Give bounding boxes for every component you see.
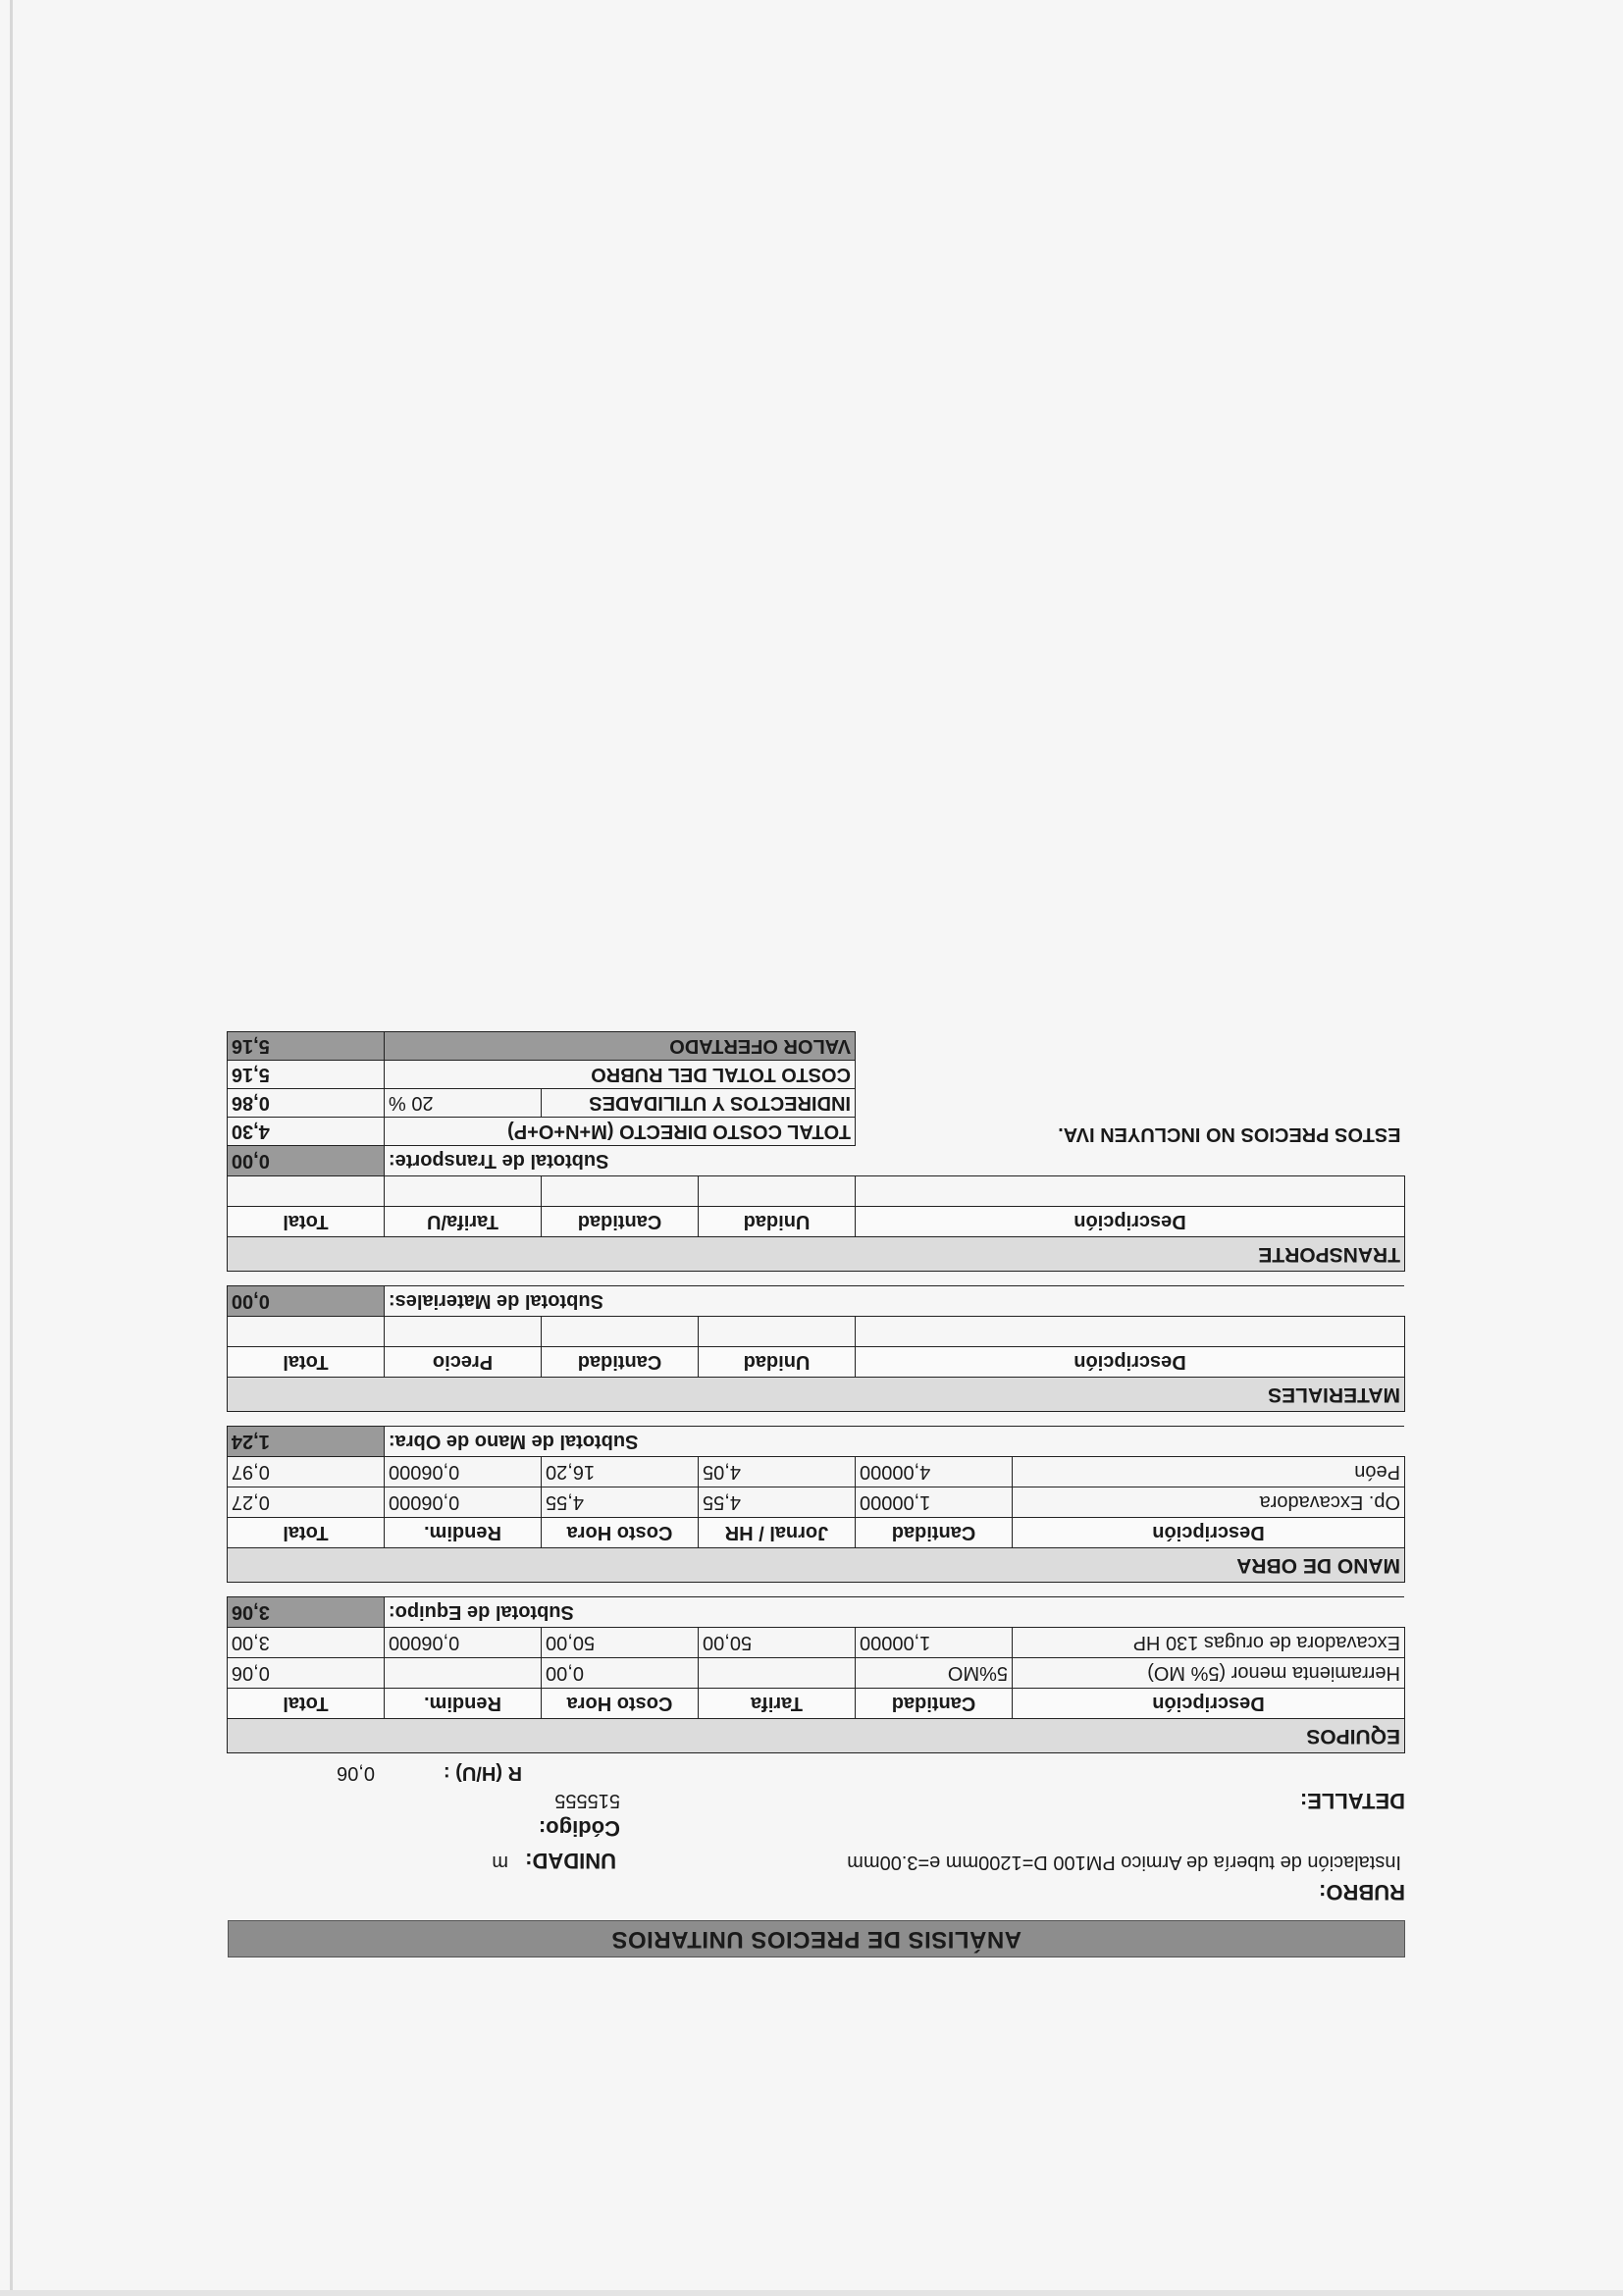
table-row [227, 1457, 1404, 1487]
col-header: Precio [385, 1347, 542, 1378]
indirectos-pct: 20 % [385, 1089, 542, 1118]
cell: 1,00000 [856, 1487, 1013, 1518]
col-header: Jornal / HR [699, 1518, 856, 1548]
equipos-section-header [227, 1719, 1404, 1753]
page-bottom-edge [0, 2290, 1623, 2296]
detalle-label: DETALLE: [1299, 1789, 1405, 1813]
col-header: Total [227, 1207, 384, 1237]
price-analysis-sheet [228, 819, 1405, 1957]
analysis-table [227, 1031, 1405, 1753]
cell: 0,06000 [385, 1628, 542, 1658]
costo-total-value: 5,16 [227, 1061, 384, 1089]
col-header: Rendim. [385, 1689, 542, 1719]
unidad-value: m [492, 1852, 508, 1873]
col-header: Costo Hora [542, 1689, 699, 1719]
col-header: Total [227, 1689, 384, 1719]
mano-obra-section-header [227, 1548, 1404, 1583]
cell: Peón [1013, 1457, 1405, 1487]
col-header: Descripción [1013, 1689, 1405, 1719]
rendimiento-value: 0,06 [337, 1762, 375, 1785]
cell: 0,06000 [385, 1457, 542, 1487]
transporte-subtotal-row [227, 1146, 1404, 1176]
codigo-label: Código: [538, 1816, 620, 1841]
col-header: Descripción [856, 1207, 1405, 1237]
materiales-section-header [227, 1378, 1404, 1412]
indirectos-label: INDIRECTOS Y UTILIDADES [542, 1089, 856, 1118]
table-row [227, 1317, 1404, 1347]
valor-ofertado-value: 5,16 [227, 1032, 384, 1061]
col-header: Cantidad [856, 1689, 1013, 1719]
cell: 4,55 [542, 1487, 699, 1518]
mano-obra-subtotal-label: Subtotal de Mano de Obra: [389, 1431, 639, 1453]
table-row [227, 1628, 1404, 1658]
codigo-row [228, 1814, 1405, 1842]
cell: 0,97 [227, 1457, 384, 1487]
equipos-subtotal-row [227, 1597, 1404, 1628]
rubro-label: RUBRO: [1319, 1880, 1405, 1905]
cell: 50,00 [542, 1628, 699, 1658]
rendimiento-row [228, 1759, 1405, 1787]
mano-obra-title: MANO DE OBRA [227, 1548, 1404, 1583]
mano-obra-subtotal-value: 1,24 [227, 1427, 384, 1457]
equipos-subtotal-value: 3,06 [227, 1597, 384, 1628]
transporte-title: TRANSPORTE [227, 1237, 1404, 1272]
col-header: Cantidad [542, 1347, 699, 1378]
cell: 0,06 [227, 1658, 384, 1689]
cell: 3,00 [227, 1628, 384, 1658]
indirectos-row [227, 1089, 1404, 1118]
cell: 0,27 [227, 1487, 384, 1518]
cell: 4,00000 [856, 1457, 1013, 1487]
costo-total-label: COSTO TOTAL DEL RUBRO [385, 1061, 856, 1089]
col-header: Total [227, 1518, 384, 1548]
iva-note: ESTOS PRECIOS NO INCLUYEN IVA. [1058, 1123, 1401, 1146]
total-directo-value: 4,30 [227, 1118, 384, 1146]
mano-obra-column-headers [227, 1518, 1404, 1548]
costo-total-row [227, 1061, 1404, 1089]
col-header: Rendim. [385, 1518, 542, 1548]
total-directo-label: TOTAL COSTO DIRECTO (M+N+O+P) [385, 1118, 856, 1146]
cell: 4,05 [699, 1457, 856, 1487]
equipos-title: EQUIPOS [227, 1719, 1404, 1753]
cell: Excavadora de orugas 130 HP [1013, 1628, 1405, 1658]
total-directo-row [227, 1118, 1404, 1146]
equipos-subtotal-label: Subtotal de Equipo: [389, 1601, 574, 1624]
document-title: ANÁLISIS DE PRECIOS UNITARIOS [228, 1920, 1405, 1957]
rubro-description: Instalación de tubería de Armico PM100 D=1200mm e=3.00mm [847, 1852, 1401, 1873]
table-row [227, 1658, 1404, 1689]
indirectos-value: 0,86 [227, 1089, 384, 1118]
col-header: Cantidad [542, 1207, 699, 1237]
cell: 4,55 [699, 1487, 856, 1518]
table-row [227, 1487, 1404, 1518]
transporte-column-headers [227, 1207, 1404, 1237]
materiales-subtotal-label: Subtotal de Materiales: [389, 1290, 603, 1313]
col-header: Tarifa [699, 1689, 856, 1719]
page-edge [10, 0, 13, 2296]
cell: 50,00 [699, 1628, 856, 1658]
unidad-label: UNIDAD: [525, 1849, 616, 1873]
col-header: Cantidad [856, 1518, 1013, 1548]
materiales-subtotal-row [227, 1286, 1404, 1317]
col-header: Descripción [1013, 1518, 1405, 1548]
col-header: Unidad [699, 1347, 856, 1378]
transporte-subtotal-label: Subtotal de Transporte: [389, 1150, 609, 1173]
equipos-column-headers [227, 1689, 1404, 1719]
col-header: Descripción [856, 1347, 1405, 1378]
mano-obra-subtotal-row [227, 1427, 1404, 1457]
transporte-subtotal-value: 0,00 [227, 1146, 384, 1176]
cell: 0,00 [542, 1658, 699, 1689]
cell: Op. Excavadora [1013, 1487, 1405, 1518]
cell [699, 1658, 856, 1689]
materiales-title: MATERIALES [227, 1378, 1404, 1412]
rubro-row [228, 1879, 1405, 1905]
col-header: Tarifa/U [385, 1207, 542, 1237]
materiales-column-headers [227, 1347, 1404, 1378]
valor-ofertado-label: VALOR OFERTADO [385, 1032, 856, 1061]
materiales-subtotal-value: 0,00 [227, 1286, 384, 1317]
rendimiento-label: R (H/U) : [444, 1762, 522, 1785]
rubro-description-row [228, 1848, 1405, 1873]
cell: 5%MO [856, 1658, 1013, 1689]
col-header: Costo Hora [542, 1518, 699, 1548]
cell: Herramienta menor (5% MO) [1013, 1658, 1405, 1689]
cell: 0,06000 [385, 1487, 542, 1518]
cell: 1,00000 [856, 1628, 1013, 1658]
transporte-section-header [227, 1237, 1404, 1272]
detalle-row [228, 1787, 1405, 1814]
codigo-value: 515555 [554, 1790, 620, 1812]
valor-ofertado-row [227, 1032, 1404, 1061]
col-header: Unidad [699, 1207, 856, 1237]
cell [385, 1658, 542, 1689]
table-row [227, 1176, 1404, 1207]
cell: 16,20 [542, 1457, 699, 1487]
col-header: Total [227, 1347, 384, 1378]
